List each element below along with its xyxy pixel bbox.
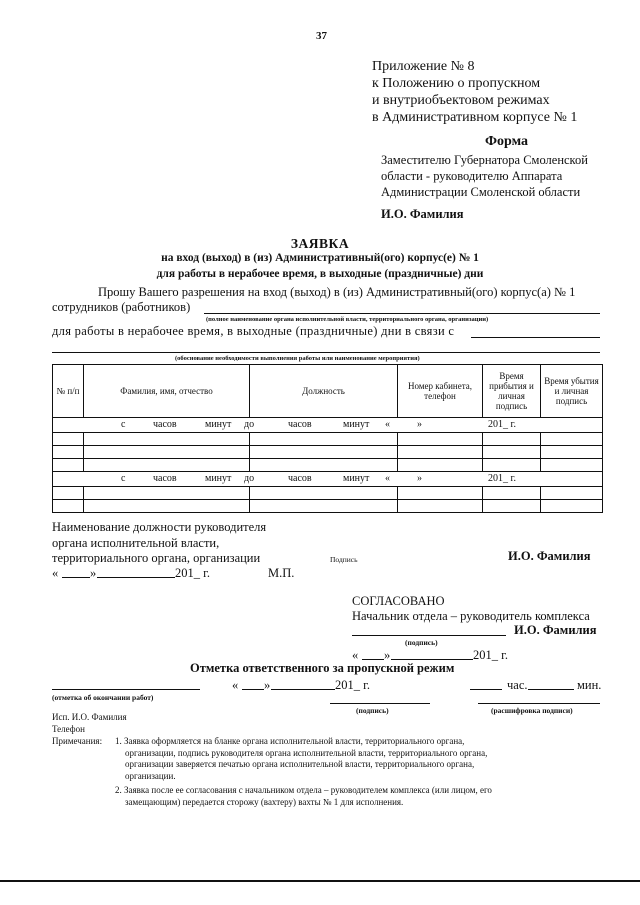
date-open-quote: «: [352, 648, 359, 662]
request-reason-label: для работы в нерабочее время, в выходные (праздничные) дни в связи с: [52, 324, 455, 338]
date-day-field[interactable]: [242, 689, 264, 690]
field-hint: (отметка об окончании работ): [52, 693, 154, 702]
executor-label: Исп. И.О. Фамилия: [52, 712, 127, 722]
date-year: 201_ г.: [335, 678, 370, 692]
date-month-field[interactable]: [391, 659, 473, 660]
signatory-line: органа исполнительной власти,: [52, 535, 220, 550]
quote-open: «: [385, 473, 390, 484]
date-day-field[interactable]: [62, 577, 90, 578]
phone-label: Телефон: [52, 723, 85, 734]
document-subtitle: на вход (выход) в (из) Административный(ого) корпус(е) № 1: [161, 252, 479, 264]
note-line: 1. Заявка оформляется на бланке органа исполнительной власти, территориального органа,: [115, 736, 465, 746]
request-line: Прошу Вашего разрешения на вход (выход) в (из) Административный(ого) корпус(а) № 1: [98, 285, 576, 299]
appendix-line: в Административном корпусе № 1: [372, 110, 578, 125]
document-title: ЗАЯВКА: [290, 236, 350, 251]
employees-field-line[interactable]: [204, 313, 600, 314]
page-bottom-rule: [0, 880, 640, 882]
date-year: 201_ г.: [473, 648, 508, 662]
date-close-quote: »: [90, 566, 97, 580]
year-label: 201_ г.: [488, 419, 516, 430]
time-from-label: с: [121, 473, 126, 484]
signatory-block: [52, 520, 266, 567]
field-hint: (подпись): [356, 706, 389, 715]
date-open-quote: «: [232, 678, 239, 692]
table-row[interactable]: [53, 459, 603, 472]
page-number: 37: [316, 30, 327, 42]
form-label: Форма: [485, 134, 529, 149]
minutes-label: минут: [205, 419, 232, 430]
addressee-line: области - руководителю Аппарата: [381, 169, 563, 183]
reason-field-line-2[interactable]: [52, 352, 600, 353]
column-header: Фамилия, имя, отчество: [84, 365, 250, 418]
field-hint: (расшифровка подписи): [491, 706, 573, 715]
appendix-line: к Положению о пропускном: [372, 76, 541, 91]
responsible-title: Отметка ответственного за пропускной режим: [190, 661, 455, 675]
date-day-field[interactable]: [362, 659, 384, 660]
table-row[interactable]: [53, 433, 603, 446]
seal-label: М.П.: [268, 566, 295, 580]
approval-signature-field[interactable]: [352, 635, 506, 636]
addressee-block: [381, 152, 588, 200]
column-header: Номер кабинета, телефон: [398, 365, 483, 418]
note-line: замещающим) передается сторожу (вахтеру) вахты № 1 для исполнения.: [125, 796, 404, 807]
note-2: [115, 785, 492, 808]
hours-label: часов: [288, 473, 312, 484]
quote-close: »: [417, 419, 422, 430]
year-label: 201_ г.: [488, 473, 516, 484]
approval-title: СОГЛАСОВАНО: [352, 594, 445, 608]
signatory-name: И.О. Фамилия: [508, 549, 591, 563]
date-month-field[interactable]: [271, 689, 335, 690]
hours-field[interactable]: [470, 689, 502, 690]
appendix-line: и внутриобъектовом режимах: [372, 93, 550, 108]
appendix-line: Приложение № 8: [372, 59, 475, 74]
end-mark-field[interactable]: [52, 689, 200, 690]
minutes-label: минут: [343, 473, 370, 484]
column-header: Время убытия и личная подпись: [541, 365, 603, 418]
note-line: организации, подпись руководителя органа исполнительной власти, территориального органа,: [125, 747, 488, 758]
date-close-quote: »: [384, 648, 391, 662]
minutes-label: минут: [343, 419, 370, 430]
date-open-quote: «: [52, 566, 59, 580]
addressee-line: Заместителю Губернатора Смоленской: [381, 153, 588, 167]
signatory-line: территориального органа, организации: [52, 551, 261, 565]
quote-open: «: [385, 419, 390, 430]
field-hint: (полное наименование органа исполнительной власти, территориального органа, организации): [206, 316, 489, 323]
reason-field-line[interactable]: [471, 337, 600, 338]
signatory-line: Наименование должности руководителя: [52, 520, 267, 534]
minutes-unit: мин.: [577, 678, 602, 692]
request-employees-label: сотрудников (работников): [52, 300, 191, 314]
table-row[interactable]: [53, 500, 603, 513]
footer-block: [52, 712, 127, 735]
minutes-field[interactable]: [528, 689, 574, 690]
table-time-row: [53, 472, 603, 487]
document-subtitle: для работы в нерабочее время, в выходные (праздничные) дни: [156, 268, 484, 280]
table-row[interactable]: [53, 446, 603, 459]
approval-position: Начальник отдела – руководитель комплекса: [352, 609, 590, 623]
table-row[interactable]: [53, 487, 603, 500]
note-line: 2. Заявка после ее согласования с начальником отдела – руководителем комплекса (или лицом, его: [115, 785, 492, 795]
note-1: [115, 736, 487, 782]
hours-label: часов: [288, 419, 312, 430]
appendix-header: [372, 58, 577, 126]
approval-name: И.О. Фамилия: [514, 623, 597, 637]
responsible-signature-field[interactable]: [330, 703, 430, 704]
signature-label: Подпись: [330, 555, 358, 564]
column-header: Должность: [250, 365, 398, 418]
addressee-name: И.О. Фамилия: [381, 207, 464, 221]
table-header-row: [53, 365, 603, 418]
hours-label: часов: [153, 473, 177, 484]
hours-unit: час.: [507, 678, 528, 692]
column-header: Время прибытия и личная подпись: [483, 365, 541, 418]
field-hint: (обоснование необходимости выполнения работы или наименование мероприятия): [175, 355, 420, 362]
date-month-field[interactable]: [97, 577, 175, 578]
time-to-label: до: [244, 473, 255, 484]
quote-close: »: [417, 473, 422, 484]
addressee-line: Администрации Смоленской области: [381, 185, 581, 199]
table-time-row: [53, 418, 603, 433]
field-hint: (подпись): [405, 638, 438, 647]
date-year: 201_ г.: [175, 566, 210, 580]
responsible-decode-field[interactable]: [478, 703, 600, 704]
notes-label: Примечания:: [52, 736, 103, 746]
note-line: организации.: [125, 770, 176, 781]
date-close-quote: »: [264, 678, 271, 692]
time-to-label: до: [244, 419, 255, 430]
time-from-label: с: [121, 419, 126, 430]
column-header: № п/п: [53, 365, 84, 418]
minutes-label: минут: [205, 473, 232, 484]
note-line: организации заверяется печатью органа исполнительной власти, территориального органа,: [125, 759, 475, 770]
hours-label: часов: [153, 419, 177, 430]
request-table: [52, 364, 603, 513]
